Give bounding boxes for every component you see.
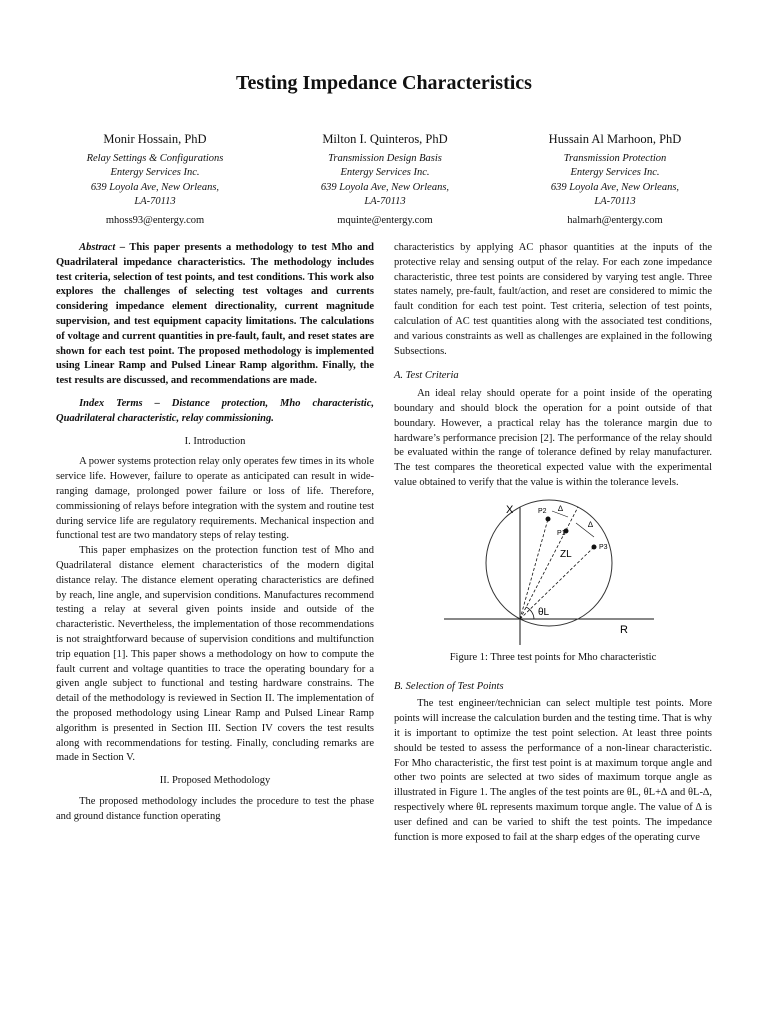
abstract	[56, 241, 374, 389]
author-dept: Transmission Design Basis	[328, 152, 442, 164]
abstract-label: Abstract	[79, 242, 116, 253]
right-column	[394, 241, 712, 845]
author-1	[40, 132, 270, 228]
theta-label: θL	[538, 606, 550, 618]
author-3	[500, 132, 730, 228]
paragraph: An ideal relay should operate for a point inside of the operating boundary and should block the operation for a point outside of that boundary. However, a practical relay has the tolerance margin due to hardware’s performance precision [2]. The performance of the relay should be evaluated within the range of tolerance defined by relay manufacturer. The test compares the theoretical expected value with the experimental value obtained to verify that the value is within the tolerance levels.	[394, 388, 712, 488]
author-zip: LA-70113	[134, 196, 176, 207]
delta-label-2: ∆	[588, 519, 593, 529]
x-axis-label: X	[506, 503, 514, 516]
mho-figure	[394, 497, 712, 647]
r-axis-label: R	[620, 623, 628, 636]
subsection-heading: B. Selection of Test Points	[394, 680, 504, 692]
delta-label-1: ∆	[558, 503, 563, 513]
author-zip: LA-70113	[594, 196, 636, 207]
author-zip: LA-70113	[364, 196, 406, 207]
author-email: halmarh@entergy.com	[567, 214, 663, 226]
author-block	[40, 132, 730, 228]
author-2	[270, 132, 500, 228]
abstract-text: – This paper presents a methodology to test Mho and Quadrilateral impedance characteristics. The methodology includes test criteria, selection of test points, and test conditions. This work also explores the challenges of selecting test voltages and currents considering impedance element directionality, current magnitude supervision, and test equipment capacity limitations. The calculations of voltage and current quantities in pre-fault, fault, and reset states are shown for each test point. The proposed methodology is implemented using Linear Ramp and Pulsed Linear Ramp algorithm. Finally, the test results are discussed, and recommendations are made.	[56, 242, 374, 387]
section-heading: II. Proposed Methodology	[159, 775, 271, 787]
section-heading: I. Introduction	[184, 435, 246, 447]
figure-caption: Figure 1: Three test points for Mho characteristic	[449, 651, 657, 663]
paragraph: The test engineer/technician can select multiple test points. More points will increase the calculation burden and the testing time. That is why it is important to optimize the test point selection. At least three points should be tested to assess the performance of a non-linear characteristic. For Mho characteristic, the first test point is at maximum torque angle and other two points are selected at two sides of maximum torque angle as illustrated in Figure 1. The angles of the test points are θL, θL+∆ and θL-∆, respectively where θL represents maximum torque angle. The value of ∆ is user defined and can be varied to shift the test points. The impedance function is more exposed to fail at the sharp edges of the operating curve	[394, 698, 712, 843]
author-addr: 639 Loyola Ave, New Orleans,	[320, 181, 450, 193]
p2-label: P2	[538, 507, 547, 515]
author-email: mhoss93@entergy.com	[105, 214, 205, 226]
author-email: mquinte@entergy.com	[337, 214, 433, 226]
subsection-heading: A. Test Criteria	[394, 370, 459, 382]
theta-arc	[526, 607, 534, 619]
paragraph: characteristics by applying AC phasor quantities at the inputs of the protective relay and sensing output of the relay. For each zone impedance characteristic, three test points are considered by varying test angle. Three states namely, pre-fault, fault/action, and reset are considered to mimic the fault condition for each test point. Test criteria, selection of test points, calculation of AC test quantities along with the associated test conditions, and various constraints as well as challenges are explained in the following Subsections.	[394, 242, 712, 357]
mho-diagram	[394, 497, 712, 647]
paragraph: This paper emphasizes on the protection function test of Mho and Quadrilateral distance element characteristics of the modern digital distance relay. The distance element operating characteristics are defined by reach, line angle, and supervision conditions. Manufactures recommend testing a relay at several given points inside and outside of the characteristic. Nevertheless, the implementation of those recommendations is not straightforward because of supervision conditions and multifunction trip equation [1]. This paper shows a methodology on how to compute the fault current and voltage quantities to trace the operating boundary for a given angle subject to functional and testing hardware constrains. The detail of the methodology is reviewed in Section II. The implementation of the proposed methodology using Linear Ramp and Pulsed Linear Ramp algorithm is presented in Section III. Section IV covers the test results along with recommendations for testing. Finally, concluding remarks are made in Section V.	[56, 545, 374, 764]
paragraph: The proposed methodology includes the procedure to test the phase and ground distance function operating	[56, 795, 374, 822]
p1-label: P1	[557, 529, 566, 537]
author-addr: 639 Loyola Ave, New Orleans,	[550, 181, 680, 193]
author-dept: Transmission Protection	[563, 152, 667, 164]
author-name: Hussain Al Marhoon, PhD	[548, 132, 682, 146]
author-name: Monir Hossain, PhD	[103, 132, 207, 146]
author-dept: Relay Settings & Configurations	[86, 152, 224, 164]
author-org: Entergy Services Inc.	[110, 167, 200, 178]
p2-line	[520, 519, 548, 619]
p3-label: P3	[599, 543, 608, 551]
author-org: Entergy Services Inc.	[570, 167, 660, 178]
p2-point	[546, 516, 551, 521]
p3-line	[520, 547, 594, 619]
p3-point	[592, 544, 597, 549]
author-name: Milton I. Quinteros, PhD	[322, 132, 448, 146]
left-column	[56, 241, 374, 824]
author-addr: 639 Loyola Ave, New Orleans,	[90, 181, 220, 193]
zl-label: ZL	[560, 548, 572, 560]
index-terms: Index Terms – Distance protection, Mho characteristic, Quadrilateral characteristic, relay commissioning.	[56, 397, 374, 424]
zl-line	[520, 507, 578, 619]
author-org: Entergy Services Inc.	[340, 167, 430, 178]
paper-title: Testing Impedance Characteristics	[236, 72, 532, 94]
paragraph: A power systems protection relay only operates few times in its whole service life. However, failure to operate as anticipated can result in wide-ranging damage, prolonged power failure or loss of life. Therefore, commissioning of relays before integration with the system and routine test during service life are regulatory requirements. Mechanical inspection and functional test are two mandatory steps of relay testing.	[56, 456, 374, 542]
